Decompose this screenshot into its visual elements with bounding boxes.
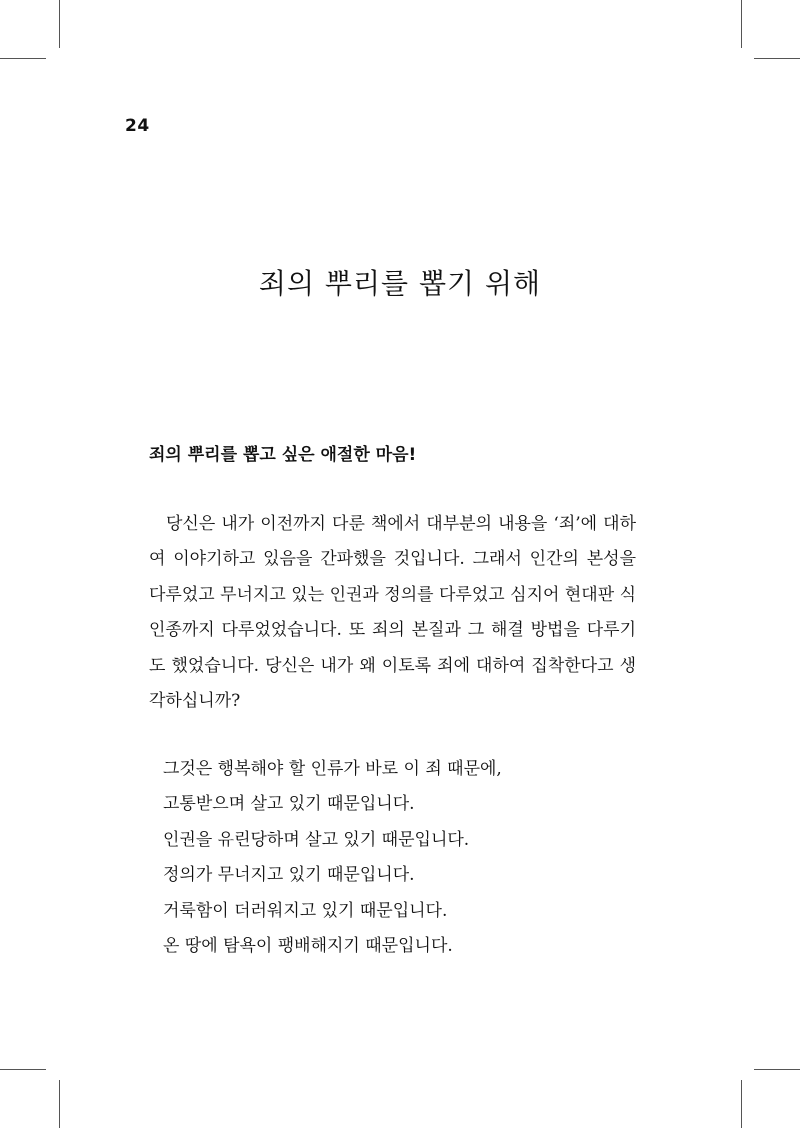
verse-line: 거룩함이 더러워지고 있기 때문입니다. [163,900,448,921]
crop-mark-top-left [59,0,60,48]
crop-mark-bottom-right [741,1080,742,1128]
verse-line: 고통받으며 살고 있기 때문입니다. [163,794,415,815]
verse-block [163,752,643,964]
crop-mark-bottom-left [59,1080,60,1128]
crop-mark-top-right-h [754,58,800,59]
section-subheading: 죄의 뿌리를 뽑고 싶은 애절한 마음! [149,445,417,465]
crop-mark-top-left-h [0,58,46,59]
body-paragraph: 당신은 내가 이전까지 다룬 책에서 대부분의 내용을 ‘죄’에 대하여 이야기하고 있음을 간파했을 것입니다. 그래서 인간의 본성을 다루었고 무너지고 있는 인권과 정의를 다루었고 심지어 현대판 식인종까지 다루었었습니다. 또 죄의 본질과 그 해결 방법을 다루기도 했었습니다. 당신은 내가 왜 이토록 죄에 대하여 집착한다고 생각하십니까? [149,514,636,712]
chapter-title: 죄의 뿌리를 뽑기 위해 [258,267,542,300]
verse-line: 그것은 행복해야 할 인류가 바로 이 죄 때문에, [163,759,502,779]
crop-mark-bottom-right-h [754,1069,800,1070]
verse-line: 인권을 유린당하며 살고 있기 때문입니다. [163,829,470,850]
page-number: 24 [125,116,150,136]
crop-mark-top-right [741,0,742,48]
crop-mark-bottom-left-h [0,1069,46,1070]
verse-line: 정의가 무너지고 있기 때문입니다. [163,865,415,886]
verse-line: 온 땅에 탐욕이 팽배해지기 때문입니다. [163,936,453,957]
